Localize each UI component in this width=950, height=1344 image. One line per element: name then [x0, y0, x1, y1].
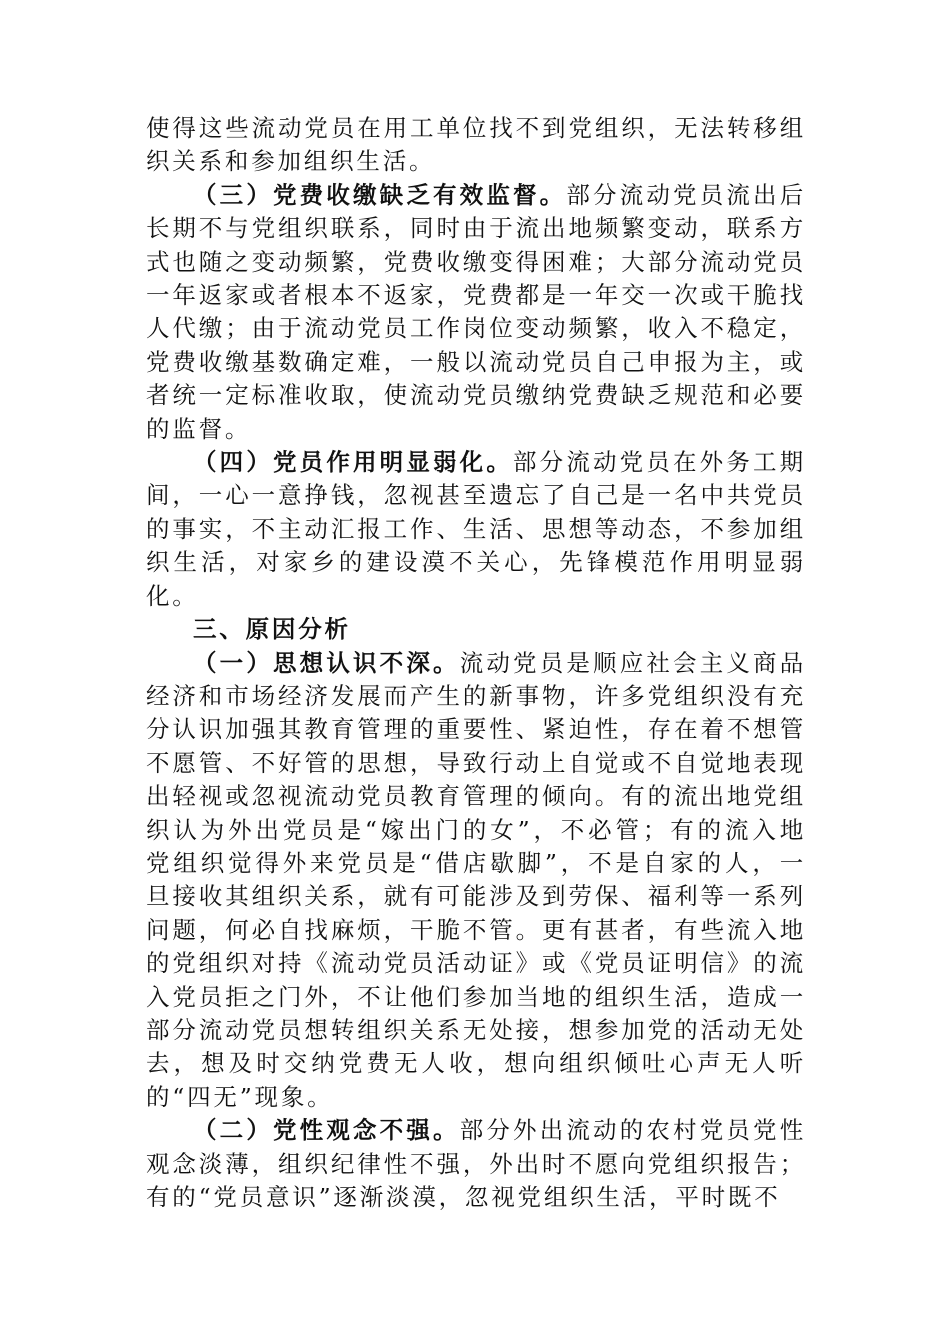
- paragraph-member-role: [146, 446, 806, 613]
- paragraph-text: 部分流动党员在外务工期间，一心一意挣钱，忽视甚至遗忘了自己是一名中共党员的事实，不主动汇报工作、生活、思想等动态，不参加组织生活，对家乡的建设漠不关心，先锋模范作用明显弱化。: [146, 448, 806, 610]
- document-page: [146, 112, 806, 1214]
- paragraph-party-dues: [146, 179, 806, 446]
- section-title: 三、原因分析: [193, 615, 351, 644]
- paragraph-continuation: [146, 112, 806, 179]
- paragraph-text: 部分流动党员流出后长期不与党组织联系，同时由于流出地频繁变动，联系方式也随之变动频繁，党费收缴变得困难；大部分流动党员一年返家或者根本不返家，党费都是一年交一次或干脆找人代缴；由于流动党员工作岗位变动频繁，收入不稳定，党费收缴基数确定难，一般以流动党员自己申报为主，或者统一定标准收取，使流动党员缴纳党费缺乏规范和必要的监督。: [146, 180, 807, 443]
- paragraph-text: 流动党员是顺应社会主义商品经济和市场经济发展而产生的新事物，许多党组织没有充分认识加强其教育管理的重要性、紧迫性，存在着不想管不愿管、不好管的思想，导致行动上自觉或不自觉地表现出轻视或忽视流动党员教育管理的倾向。有的流出地党组织认为外出党员是“嫁出门的女”，不必管；有的流入地党组织觉得外来党员是“借店歇脚”，不是自家的人，一旦接收其组织关系，就有可能涉及到劳保、福利等一系列问题，何必自找麻烦，干脆不管。更有甚者，有些流入地的党组织对持《流动党员活动证》或《党员证明信》的流入党员拒之门外，不让他们参加当地的组织生活，造成一部分流动党员想转组织关系无处接，想参加党的活动无处去，想及时交纳党费无人收，想向组织倾吐心声无人听的“四无”现象。: [146, 648, 807, 1111]
- paragraph-ideology: [146, 647, 806, 1115]
- paragraph-heading: （二）党性观念不强。: [193, 1116, 460, 1145]
- paragraph-party-spirit: [146, 1114, 806, 1214]
- paragraph-heading: （一）思想认识不深。: [193, 648, 460, 677]
- paragraph-heading: （三）党费收缴缺乏有效监督。: [193, 180, 567, 209]
- paragraph-heading: （四）党员作用明显弱化。: [193, 448, 514, 477]
- paragraph-text: 部分外出流动的农村党员党性观念淡薄，组织纪律性不强，外出时不愿向党组织报告；有的“党员意识”逐渐淡漠，忽视党组织生活，平时既不: [146, 1116, 807, 1211]
- paragraph-text: 使得这些流动党员在用工单位找不到党组织，无法转移组织关系和参加组织生活。: [146, 114, 806, 176]
